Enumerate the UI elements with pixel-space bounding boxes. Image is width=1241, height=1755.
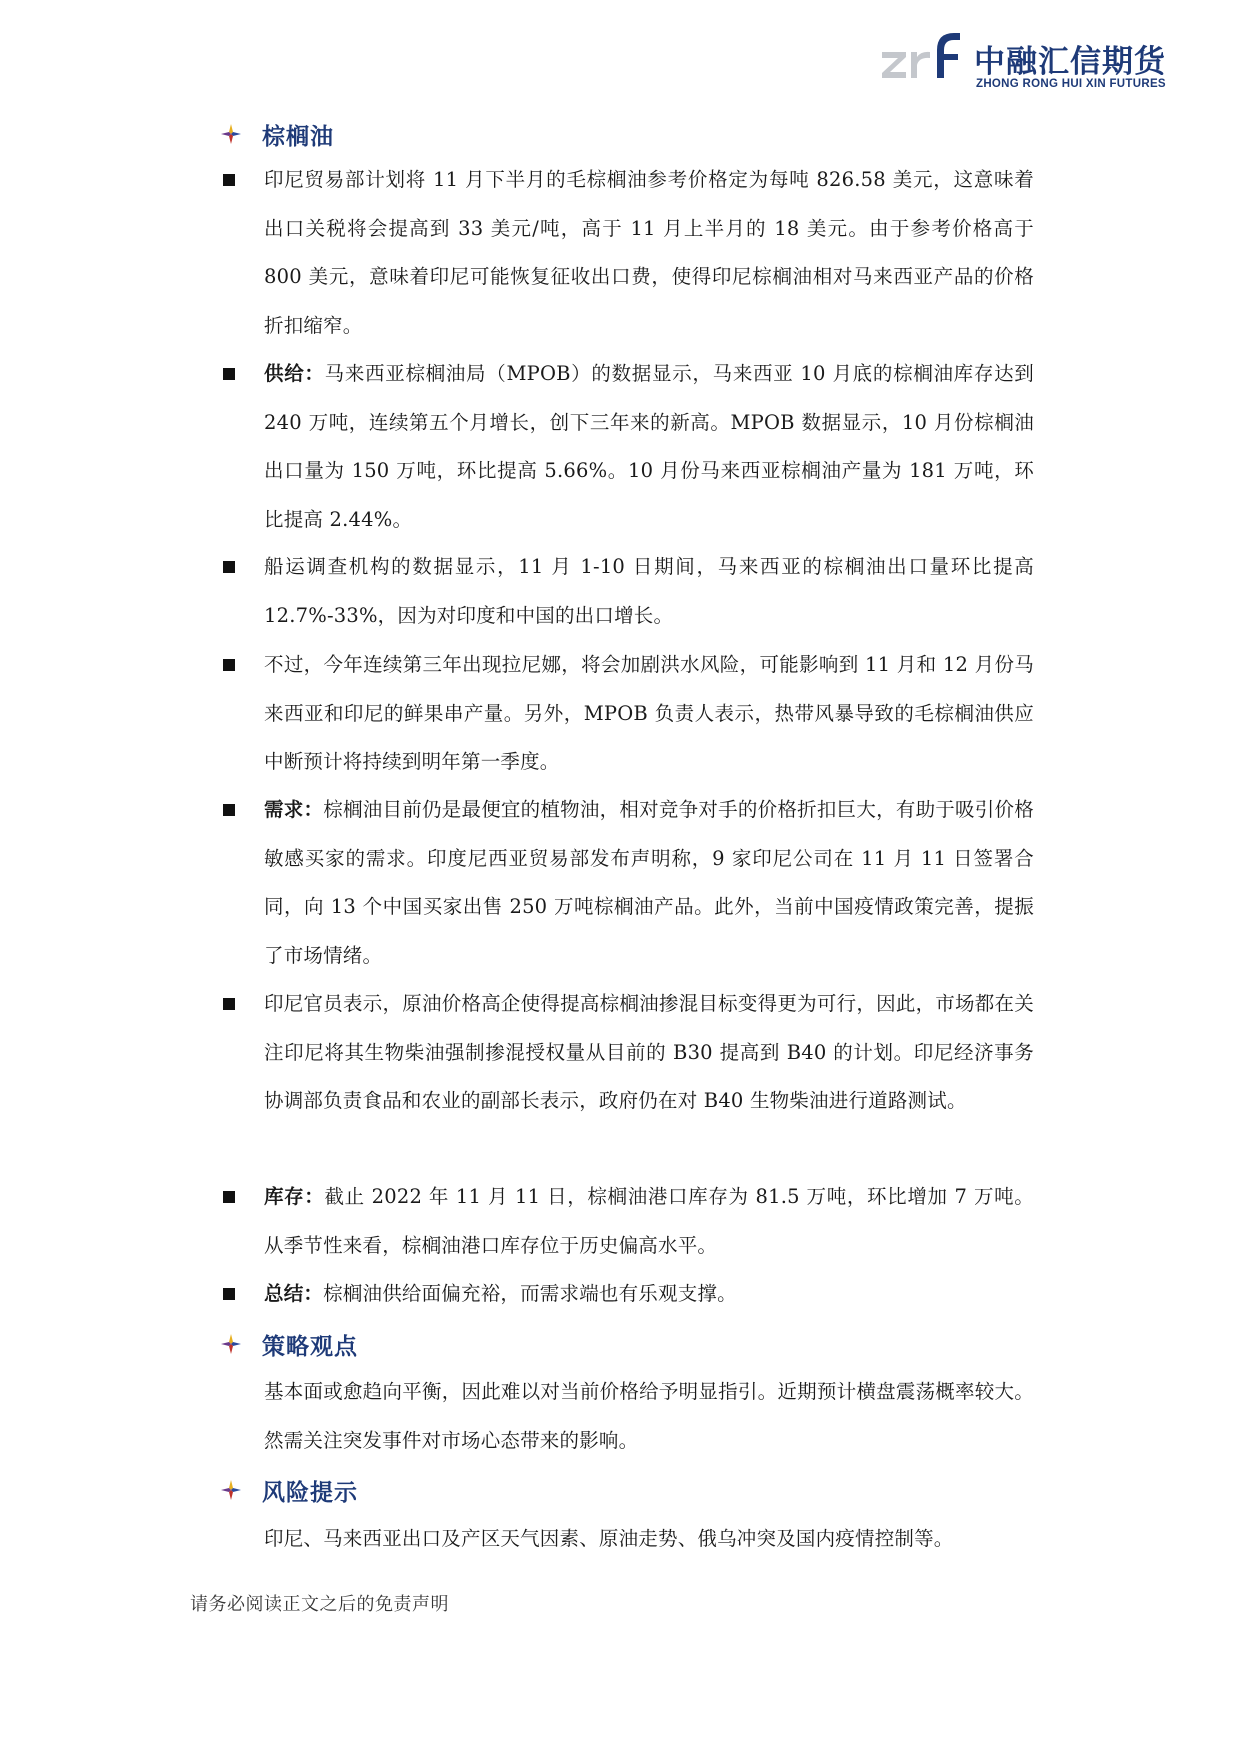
section-title: 棕榈油 <box>262 123 334 150</box>
diamond-bullet-icon <box>220 123 242 145</box>
company-logo <box>880 28 1180 98</box>
paragraph-shipping-survey <box>264 543 1034 640</box>
section-heading-palm-oil <box>220 114 334 154</box>
paragraph-strategy <box>264 1368 1034 1465</box>
footer-disclaimer: 请务必阅读正文之后的免责声明 <box>190 1594 449 1615</box>
square-bullet-icon <box>223 804 235 816</box>
paragraph-text: 马来西亚棕榈油局（MPOB）的数据显示，马来西亚 10 月底的棕榈油库存达到 240 万吨，连续第五个月增长，创下三年来的新高。MPOB 数据显示，10 月份棕榈油出口量为 150 万吨，环比提高 5.66%。10 月份马来西亚棕榈油产量为 181 万吨，环比提高 2.44%。 <box>264 362 1034 531</box>
paragraph-label: 库存： <box>264 1185 325 1208</box>
paragraph-text: 棕榈油目前仍是最便宜的植物油，相对竞争对手的价格折扣巨大，有助于吸引价格敏感买家的需求。印度尼西亚贸易部发布声明称，9 家印尼公司在 11 月 11 日签署合同，向 13 个中国买家出售 250 万吨棕榈油产品。此外，当前中国疫情政策完善，提振了市场情绪。 <box>264 798 1034 967</box>
paragraph-text: 基本面或愈趋向平衡，因此难以对当前价格给予明显指引。近期预计横盘震荡概率较大。然需关注突发事件对市场心态带来的影响。 <box>264 1380 1034 1452</box>
paragraph-text: 印尼、马来西亚出口及产区天气因素、原油走势、俄乌冲突及国内疫情控制等。 <box>264 1527 954 1550</box>
paragraph-text: 截止 2022 年 11 月 11 日，棕榈油港口库存为 81.5 万吨，环比增加 7 万吨。从季节性来看，棕榈油港口库存位于历史偏高水平。 <box>264 1185 1034 1257</box>
section-title: 策略观点 <box>262 1333 358 1360</box>
square-bullet-icon <box>223 1288 235 1300</box>
paragraph-reference-price <box>264 156 1034 350</box>
section-heading-risk <box>220 1470 358 1510</box>
square-bullet-icon <box>223 368 235 380</box>
paragraph-text: 印尼官员表示，原油价格高企使得提高棕榈油掺混目标变得更为可行，因此，市场都在关注印尼将其生物柴油强制掺混授权量从目前的 B30 提高到 B40 的计划。印尼经济事务协调部负责食品和农业的副部长表示，政府仍在对 B40 生物柴油进行道路测试。 <box>264 992 1034 1112</box>
paragraph-label: 需求： <box>264 798 324 821</box>
square-bullet-icon <box>223 1191 235 1203</box>
paragraph-demand <box>264 786 1034 980</box>
section-heading-strategy <box>220 1324 358 1364</box>
paragraph-label: 总结： <box>264 1282 324 1305</box>
square-bullet-icon <box>223 998 235 1010</box>
paragraph-text: 船运调查机构的数据显示，11 月 1-10 日期间，马来西亚的棕榈油出口量环比提高 12.7%-33%，因为对印度和中国的出口增长。 <box>264 555 1034 627</box>
section-title: 风险提示 <box>262 1479 358 1506</box>
paragraph-text: 棕榈油供给面偏充裕，而需求端也有乐观支撑。 <box>323 1282 737 1305</box>
paragraph-summary <box>264 1270 1034 1319</box>
paragraph-supply <box>264 350 1034 544</box>
square-bullet-icon <box>223 561 235 573</box>
paragraph-text: 印尼贸易部计划将 11 月下半月的毛棕榈油参考价格定为每吨 826.58 美元，这意味着出口关税将会提高到 33 美元/吨，高于 11 月上半月的 18 美元。由于参考价格高于 800 美元，意味着印尼可能恢复征收出口费，使得印尼棕榈油相对马来西亚产品的价格折扣缩窄。 <box>264 168 1034 337</box>
square-bullet-icon <box>223 659 235 671</box>
diamond-bullet-icon <box>220 1333 242 1355</box>
zrf-logo-mark-icon <box>880 28 972 92</box>
paragraph-label: 供给： <box>264 362 325 385</box>
paragraph-biodiesel <box>264 980 1034 1126</box>
logo-english-name: ZHONG RONG HUI XIN FUTURES <box>976 78 1166 90</box>
paragraph-la-nina <box>264 641 1034 787</box>
paragraph-risk <box>264 1515 1034 1564</box>
diamond-bullet-icon <box>220 1479 242 1501</box>
paragraph-inventory <box>264 1173 1034 1270</box>
logo-chinese-name: 中融汇信期货 <box>974 44 1166 80</box>
square-bullet-icon <box>223 174 235 186</box>
paragraph-text: 不过，今年连续第三年出现拉尼娜，将会加剧洪水风险，可能影响到 11 月和 12 月份马来西亚和印尼的鲜果串产量。另外，MPOB 负责人表示，热带风暴导致的毛棕榈油供应中断预计将持续到明年第一季度。 <box>264 653 1034 773</box>
